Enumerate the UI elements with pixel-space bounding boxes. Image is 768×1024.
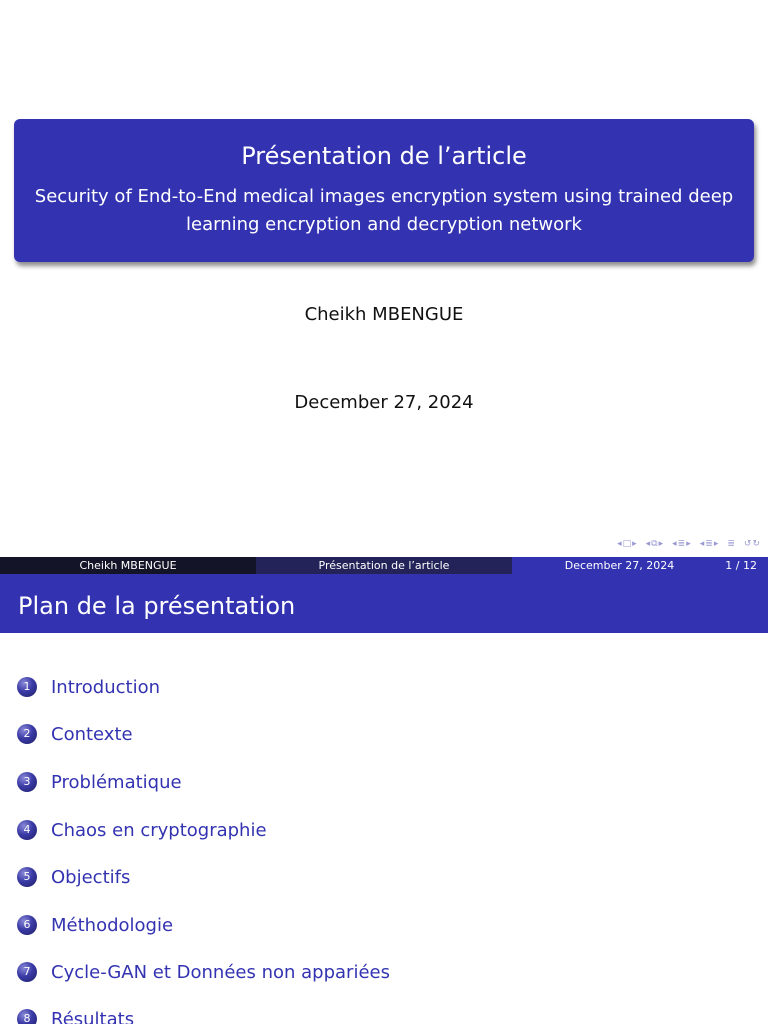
presentation-title: Présentation de l’article <box>241 142 527 170</box>
author-name: Cheikh MBENGUE <box>304 304 464 325</box>
toc-item-objectifs[interactable] <box>17 865 130 889</box>
toc-item-chaos[interactable] <box>17 818 267 842</box>
toc-number-ball-icon: 7 <box>17 962 37 982</box>
toc-item-contexte[interactable] <box>17 722 133 746</box>
footline-date: December 27, 2024 <box>564 559 675 572</box>
table-of-contents <box>0 633 768 1024</box>
footline-date-page <box>512 557 768 574</box>
nav-left-arrow-icon[interactable]: ◂ <box>645 539 651 549</box>
nav-left-arrow-icon[interactable]: ◂ <box>617 539 622 549</box>
nav-right-arrow-icon[interactable]: ▸ <box>713 539 719 549</box>
toc-item-label[interactable]: Contexte <box>51 723 133 745</box>
toc-number-ball-icon: 1 <box>17 677 37 697</box>
nav-right-arrow-icon[interactable]: ▸ <box>632 539 637 549</box>
nav-search-group[interactable] <box>744 539 760 549</box>
nav-slide-group[interactable] <box>617 539 637 549</box>
footline-author: Cheikh MBENGUE <box>0 557 256 574</box>
toc-item-label[interactable]: Résultats <box>51 1008 135 1024</box>
toc-item-methodologie[interactable] <box>17 913 173 937</box>
nav-left-arrow-icon[interactable]: ◂ <box>699 539 705 549</box>
toc-item-resultats[interactable] <box>17 1007 134 1024</box>
title-block <box>14 119 754 262</box>
toc-number-ball-icon: 6 <box>17 915 37 935</box>
toc-item-label[interactable]: Introduction <box>51 676 161 698</box>
toc-item-label[interactable]: Méthodologie <box>51 914 174 936</box>
frame-title-bar <box>0 574 768 633</box>
nav-left-arrow-icon[interactable]: ◂ <box>672 539 677 549</box>
toc-number-ball-icon: 5 <box>17 867 37 887</box>
toc-item-cycle-gan[interactable] <box>17 960 390 984</box>
nav-right-arrow-icon[interactable]: ▸ <box>686 539 691 549</box>
toc-number-ball-icon: 2 <box>17 724 37 744</box>
presentation-subtitle: Security of End-to-End medical images encryption system using trained deep learning encryption and decryption network <box>34 186 734 235</box>
nav-section-group[interactable] <box>700 539 719 549</box>
nav-subsection-group[interactable] <box>672 539 691 549</box>
footline <box>0 557 768 574</box>
nav-frame-group[interactable] <box>646 539 664 549</box>
footline-page-number: 1 / 12 <box>725 559 757 572</box>
toc-item-label[interactable]: Objectifs <box>51 866 131 888</box>
toc-number-ball-icon: 4 <box>17 820 37 840</box>
toc-item-problematique[interactable] <box>17 770 182 794</box>
presentation-date: December 27, 2024 <box>294 392 474 413</box>
footline-title: Présentation de l’article <box>256 557 512 574</box>
toc-number-ball-icon: 8 <box>17 1009 37 1024</box>
nav-subsection-icon[interactable]: ≣ <box>677 539 686 549</box>
beamer-navigation-bar <box>611 536 760 552</box>
nav-frame-icon[interactable]: ⧉ <box>651 539 658 549</box>
frame-title: Plan de la présentation <box>18 592 296 620</box>
toc-item-introduction[interactable] <box>17 675 160 699</box>
nav-right-arrow-icon[interactable]: ▸ <box>658 539 664 549</box>
nav-section-icon[interactable]: ≣ <box>705 539 713 549</box>
nav-document-icon[interactable]: ≣ <box>727 539 735 549</box>
nav-forward-icon[interactable]: ↻ <box>752 539 760 549</box>
toc-number-ball-icon: 3 <box>17 772 37 792</box>
toc-item-label[interactable]: Problématique <box>51 771 182 793</box>
nav-slide-icon[interactable]: □ <box>622 539 632 549</box>
toc-item-label[interactable]: Cycle-GAN et Données non appariées <box>51 961 390 983</box>
nav-document-group[interactable] <box>727 539 735 549</box>
nav-back-icon[interactable]: ↺ <box>743 539 752 549</box>
toc-item-label[interactable]: Chaos en cryptographie <box>51 819 267 841</box>
